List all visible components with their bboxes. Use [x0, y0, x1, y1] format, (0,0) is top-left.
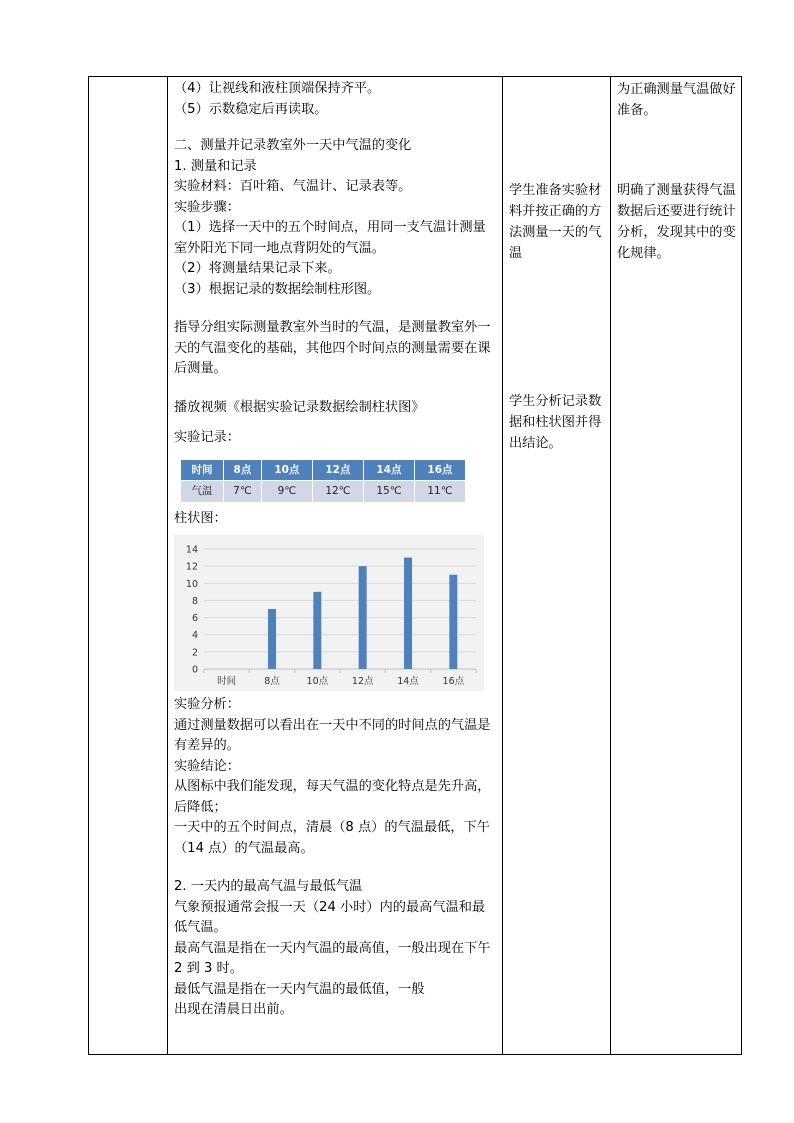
x-tick-label: 14点 — [397, 676, 419, 687]
sub1-title: 1. 测量和记录 — [174, 158, 257, 174]
bar — [313, 592, 321, 669]
step-line-5: （5）示数稳定后再读取。 — [174, 101, 328, 117]
y-tick-label: 6 — [191, 613, 198, 625]
sub2-title: 2. 一天内的最高气温与最低气温 — [174, 879, 363, 894]
step-line-4: （4）让视线和液柱顶端保持齐平。 — [174, 81, 381, 96]
conclusion-text-2: 一天中的五个时间点，清晨（8 点）的气温最低，下午（14 点）的气温最高。 — [174, 820, 490, 856]
student-block-2: 学生分析记录数据和柱状图并得出结论。 — [509, 394, 602, 451]
step1-text: （1）选择一天中的五个时间点，用同一支气温计测量室外阳光下同一地点背阴处的气温。 — [174, 220, 486, 256]
record-table-header — [181, 459, 466, 481]
bar — [359, 566, 367, 669]
record-cell: 气温 — [181, 481, 224, 503]
conclusion-text-1: 从图标中我们能发现，每天气温的变化特点是先升高，后降低； — [174, 779, 491, 815]
y-tick-label: 12 — [185, 561, 198, 573]
record-title: 实验记录： — [174, 430, 240, 445]
y-tick-label: 4 — [191, 630, 198, 642]
bar-chart-svg — [174, 535, 484, 691]
section2-title: 二、测量并记录教室外一天中气温的变化 — [174, 138, 412, 153]
guide-text: 指导分组实际测量教室外当时的气温，是测量教室外一天的气温变化的基础，其他四个时间点的测量需要在课后测量。 — [174, 320, 491, 376]
analysis-title: 实验分析： — [174, 697, 240, 712]
y-tick-label: 8 — [191, 595, 198, 607]
min-temp-text-1: 最低气温是指在一天内气温的最低值，一般 — [174, 981, 425, 997]
max-temp-text: 最高气温是指在一天内气温的最高值，一般出现在下午 2 到 3 时。 — [174, 940, 491, 976]
steps-title: 实验步骤： — [174, 199, 240, 215]
y-tick-label: 14 — [185, 544, 198, 556]
min-temp-text-2: 出现在清晨日出前。 — [174, 1002, 293, 1017]
video-text: 播放视频《根据实验记录数据绘制柱状图》 — [174, 399, 425, 415]
materials-text: 实验材料：百叶箱、气温计、记录表等。 — [174, 179, 412, 194]
student-activity-cell — [503, 77, 611, 1055]
intent-block-0: 为正确测量气温做好准备。 — [617, 82, 736, 118]
teaching-content-cell — [168, 77, 503, 1055]
record-table-row — [181, 481, 466, 503]
design-intent-cell — [611, 77, 742, 1055]
lesson-table — [88, 76, 742, 1055]
record-header-cell: 14点 — [363, 459, 414, 481]
bar — [404, 558, 412, 669]
chart-title: 柱状图： — [174, 510, 227, 526]
bar — [449, 575, 457, 669]
record-cell: 15℃ — [363, 481, 414, 503]
analysis-text: 通过测量数据可以看出在一天中不同的时间点的气温是有差异的。 — [174, 717, 491, 753]
record-header-cell: 时间 — [181, 459, 224, 481]
record-cell: 9℃ — [261, 481, 312, 503]
record-cell: 7℃ — [223, 481, 261, 503]
x-tick-label: 16点 — [442, 676, 465, 687]
forecast-text: 气象预报通常会报一天（24 小时）内的最高气温和最低气温。 — [174, 899, 486, 935]
step2-text: （2）将测量结果记录下来。 — [174, 261, 341, 276]
y-tick-label: 10 — [185, 578, 198, 590]
record-header-cell: 10点 — [261, 459, 312, 481]
blank-column — [89, 77, 168, 1055]
intent-block-1: 明确了测量获得气温数据后还要进行统计分析，发现其中的变化规律。 — [617, 183, 736, 261]
conclusion-title: 实验结论： — [174, 758, 240, 774]
step3-text: （3）根据记录的数据绘制柱形图。 — [174, 281, 381, 297]
record-header-cell: 16点 — [414, 459, 465, 481]
record-header-cell: 12点 — [312, 459, 363, 481]
record-header-cell: 8点 — [223, 459, 261, 481]
record-table — [180, 459, 466, 503]
x-tick-label: 12点 — [351, 676, 374, 687]
x-tick-label: 10点 — [306, 676, 329, 687]
bar-chart — [174, 535, 484, 691]
y-tick-label: 0 — [191, 664, 198, 676]
bar — [268, 609, 276, 669]
student-block-1: 学生准备实验材料并按正确的方法测量一天的气温 — [509, 183, 602, 261]
x-tick-label: 8点 — [264, 676, 280, 687]
record-cell: 11℃ — [414, 481, 465, 503]
record-cell: 12℃ — [312, 481, 363, 503]
x-tick-label: 时间 — [217, 676, 237, 687]
y-tick-label: 2 — [191, 647, 198, 659]
